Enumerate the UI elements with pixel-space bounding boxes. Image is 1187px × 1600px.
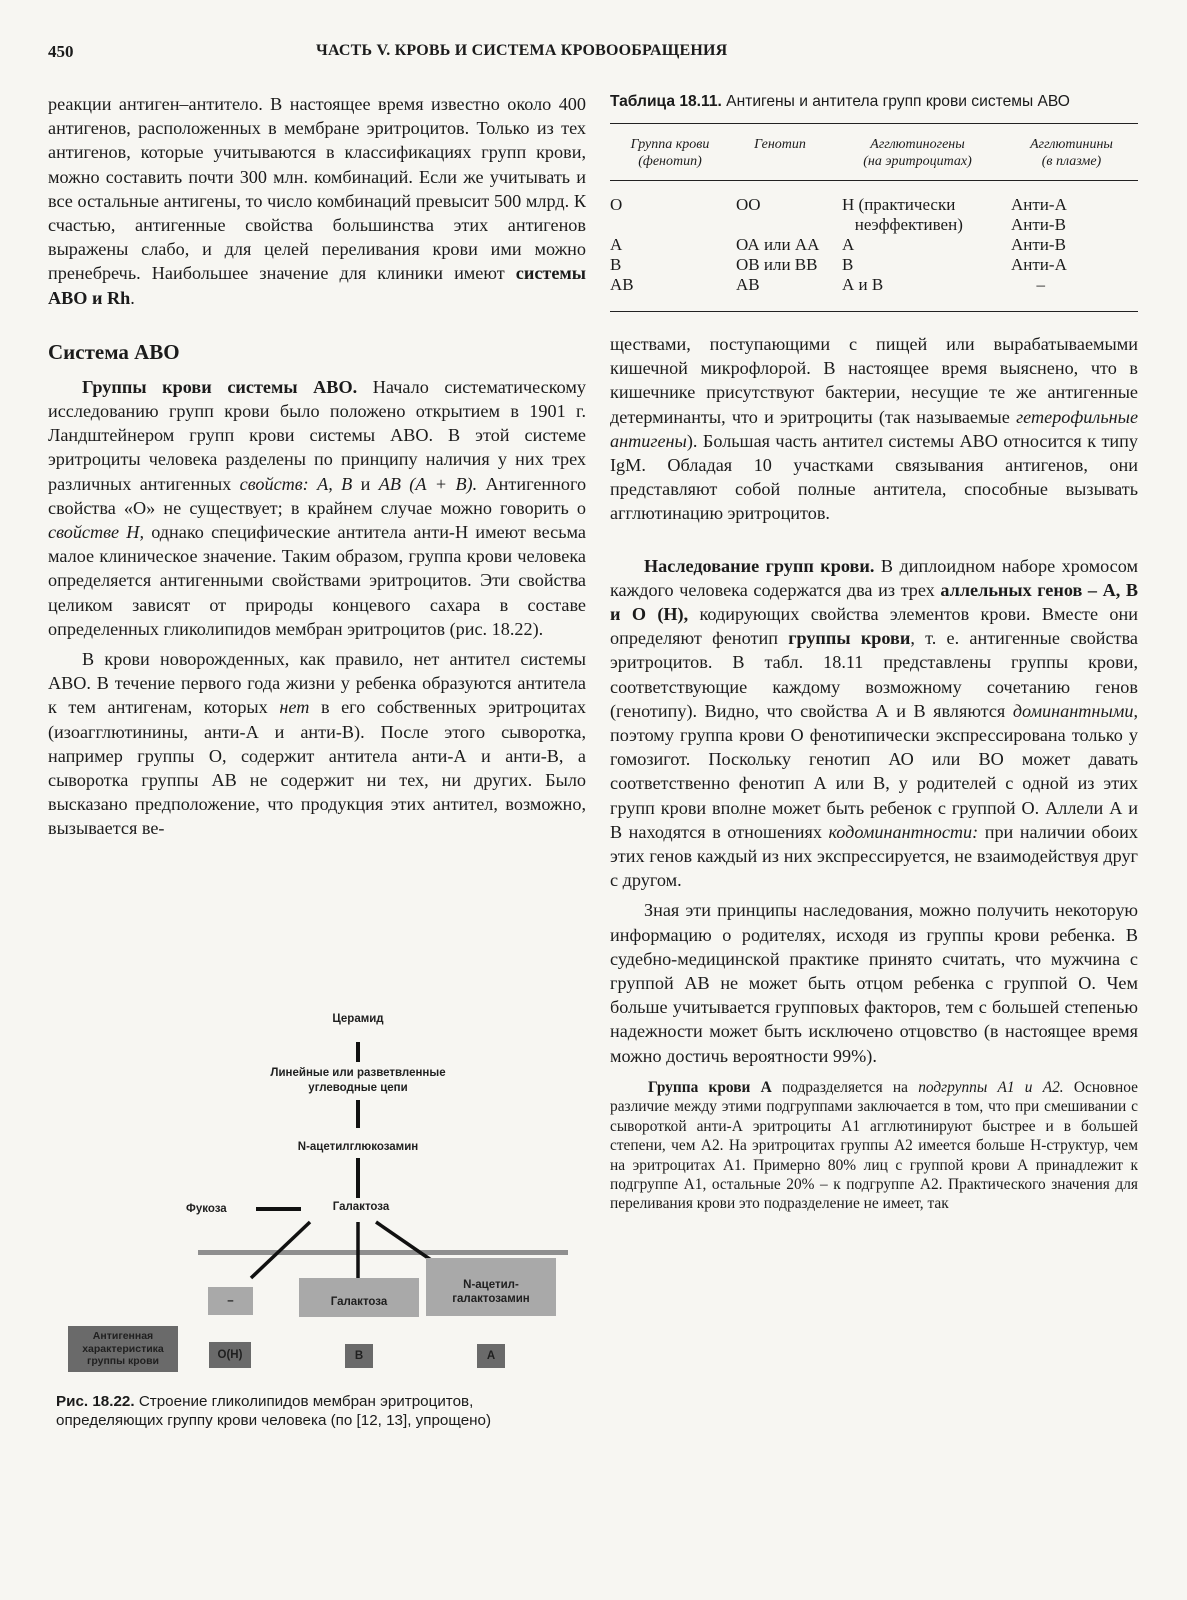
paragraph-antigens-intro bbox=[48, 92, 586, 310]
label-ceramide: Церамид bbox=[332, 1013, 384, 1025]
text-run-bold: аллельных генов – А, В и О (Н), bbox=[610, 579, 1138, 625]
right-text bbox=[610, 332, 1138, 1214]
figure-caption bbox=[56, 1392, 576, 1430]
label-carbohydrate-chains: Линейные или разветвленные углеводные цепи bbox=[270, 1067, 446, 1094]
label-fucose: Фукоза bbox=[186, 1203, 227, 1215]
text-run: , поэтому группа крови О фенотипически экспрессирована только у гомозигот. Поскольку генотип АО или ВО может давать соответственно фенотип А или В, у родителей с одной из этих групп крови вполне может быть ребенок с группой О. Аллели А и В находятся в отношениях bbox=[610, 700, 1139, 842]
text-run: . bbox=[130, 287, 135, 308]
paragraph-intestinal-antigens bbox=[610, 332, 1138, 526]
paragraph-newborns bbox=[48, 647, 586, 841]
running-head: ЧАСТЬ V. КРОВЬ И СИСТЕМА КРОВООБРАЩЕНИЯ bbox=[316, 42, 728, 59]
text-run: В диплоидном наборе хромосом каждого человека содержатся два из трех bbox=[610, 555, 1139, 600]
glycolipid-figure bbox=[56, 1000, 576, 1390]
text-run-italic: подгруппы А1 и А2. bbox=[918, 1078, 1064, 1096]
header-phenotype: Группа крови (фенотип) bbox=[630, 137, 710, 169]
text-run-italic: гетерофильные антигены bbox=[610, 406, 1139, 451]
table-header-row bbox=[610, 124, 1138, 181]
paragraph-paternity: Зная эти принципы наследования, можно получить некоторую информацию о родителях, исходя из группы крови ребенка. В судебно-медицинской практике принято считать, что мужчина с группой АВ не может быть отцом ребенка с группой О. Чем больше учитывается групповых факторов, тем с большей степенью надежности может быть исключено отцовство (в настоящее время можно достичь вероятности 99%). bbox=[610, 900, 1138, 1066]
group-a-box: А bbox=[477, 1344, 505, 1368]
figure-caption-text: Строение гликолипидов мембран эритроцитов, определяющих группу крови человека (по [12, 13], упрощено) bbox=[56, 1393, 492, 1429]
text-run-italic: кодоминантности: bbox=[828, 821, 979, 842]
label-galactose-top: Галактоза bbox=[332, 1201, 390, 1213]
text-run-italic: доминантными bbox=[1012, 700, 1134, 721]
text-run: при наличии обоих этих генов каждый из них экспрессируется, не взаимодействуя друг с другом. bbox=[610, 821, 1139, 891]
text-run-bold: Группы крови системы АВО. bbox=[82, 376, 358, 397]
column-agglutinogens: Н (практически неэффективен) А В А и В bbox=[842, 195, 963, 294]
column-genotype: ОО ОА или АА ОВ или ВВ АВ bbox=[736, 195, 820, 294]
text-run: однако специфические антитела анти-Н имеют весьма малое клиническое значение. Таким образом, группа крови человека определяется антигенными свойствами эритроцитов. Эти свойства целиком зависят от природы концевого сахара в составе определенных гликолипидов мембран эритроцитов (рис. 18.22). bbox=[48, 522, 586, 639]
text-run-bold: Группа крови А bbox=[648, 1078, 772, 1096]
group-b-box: В bbox=[345, 1344, 373, 1368]
left-column bbox=[48, 92, 586, 841]
text-run: Антигенного свойства «О» не существует; в крайнем случае можно говорить о bbox=[48, 473, 587, 518]
antigen-characteristic-label: Антигенная характеристика группы крови bbox=[68, 1326, 178, 1372]
text-run: ). Большая часть антител системы АВО относится к типу IgM. Обладая 10 участками связывания антигенов, они представляют собой полные антитела, способные вызывать агглютинацию эритроцитов. bbox=[610, 430, 1138, 524]
table-caption-number: Таблица 18.11. bbox=[610, 93, 722, 110]
text-run: в его собственных эритроцитах (изоагглютинины, анти-А и анти-В). После этого сыворотка, например группы О, содержит антитела анти-А и анти-В, а сыворотка группы АВ не содержит ни тех, ни других. Было высказано предположение, что продукция этих антител, возможно, вызывается ве- bbox=[48, 697, 587, 839]
text-run-bold: системы АВО и Rh bbox=[48, 263, 587, 308]
paragraph-inheritance bbox=[610, 554, 1138, 893]
paragraph-subgroups bbox=[610, 1078, 1138, 1214]
text-run: В крови новорожденных, как правило, нет антител системы АВО. В течение первого года жизни у ребенка образуются антитела к тем антигенам, которых bbox=[48, 649, 586, 718]
header-agglutinins: Агглютинины (в плазме) bbox=[1030, 137, 1113, 169]
text-run: и bbox=[360, 473, 371, 494]
table-caption bbox=[610, 92, 1138, 111]
section-title: Система АВО bbox=[48, 339, 180, 364]
box-terminal-none: – bbox=[208, 1287, 253, 1315]
box-galnac: N-ацетил- галактозамин bbox=[426, 1268, 556, 1316]
text-run: кодирующих свойства элементов крови. Вместе они определяют фенотип bbox=[610, 604, 1138, 649]
text-run-bold: группы крови bbox=[788, 628, 911, 649]
text-run: , т. е. антигенные свойства эритроцитов. В табл. 18.11 представлены группы крови, соответствующие каждому возможному сочетанию генов (генотипу). Видно, что свойства А и В являются bbox=[610, 628, 1138, 721]
column-agglutinins: Анти-А Анти-В Анти-В Анти-А – bbox=[1011, 195, 1067, 294]
group-oh-box: О(Н) bbox=[209, 1342, 251, 1368]
table-caption-text: Антигены и антитела групп крови системы АВО bbox=[726, 93, 1070, 110]
table-body bbox=[610, 181, 1138, 311]
header-genotype: Генотип bbox=[754, 137, 806, 152]
abo-table bbox=[610, 123, 1138, 312]
box-galactose: Галактоза bbox=[299, 1287, 419, 1317]
right-column bbox=[610, 92, 1138, 1214]
column-phenotype: О А В АВ bbox=[610, 195, 634, 294]
paragraph-abo-groups bbox=[48, 375, 586, 641]
text-run: подразделяется на bbox=[781, 1078, 908, 1096]
text-run: реакции антиген–антитело. В настоящее время известно около 400 антигенов, расположенных в мембране эритроцитов. Только из тех антигенов, которые учитываются в классификациях групп крови, можно составить почти 300 млн. комбинаций. Если же учитывать и все остальные антигены, то число комбинаций превысит 500 млрд. К счастью, антигенные свойства большинства этих антигенов выражены слабо, и для целей переливания крови ими можно пренебречь. Наибольшее значение для клиники имеют bbox=[48, 94, 586, 284]
text-run-italic: нет bbox=[279, 697, 310, 718]
page-number: 450 bbox=[48, 42, 74, 61]
text-run-italic: АВ (А + В). bbox=[378, 473, 478, 494]
text-run-italic: свойстве Н, bbox=[48, 522, 144, 543]
text-run-bold: Наследование групп крови. bbox=[644, 555, 875, 576]
text-run: ществами, поступающими с пищей или вырабатываемыми кишечной микрофлорой. В настоящее время выяснено, что в кишечнике присутствуют бактерии, несущие те же антигенные детерминанты, что и эритроциты (так называемые bbox=[610, 334, 1138, 427]
text-run-italic: свойств: А, В bbox=[239, 473, 353, 494]
text-run: Начало систематическому исследованию групп крови было положено открытием в 1901 г. Ландштейнером групп крови системы АВО. В этой системе эритроциты человека разделены по принципу наличия у них трех различных антигенных bbox=[48, 376, 586, 494]
label-glcnac: N-ацетилглюкозамин bbox=[297, 1141, 419, 1153]
header-agglutinogens: Агглютиногены (на эритроцитах) bbox=[863, 137, 972, 169]
text-run: Основное различие между этими подгруппами заключается в том, что при смешивании с сывороткой анти-А эритроциты А1 агглютинируют быстрее и в большей степени, чем А2. На эритроцитах группы А2 имеется больше Н-структур, чем на эритроцитах А1. Примерно 80% лиц с группой крови А принадлежит к подгруппе А1, остальные 20% – к подгруппе А2. Практического значения для переливания крови это подразделение не имеет, так bbox=[610, 1078, 1138, 1213]
figure-caption-number: Рис. 18.22. bbox=[56, 1393, 135, 1410]
